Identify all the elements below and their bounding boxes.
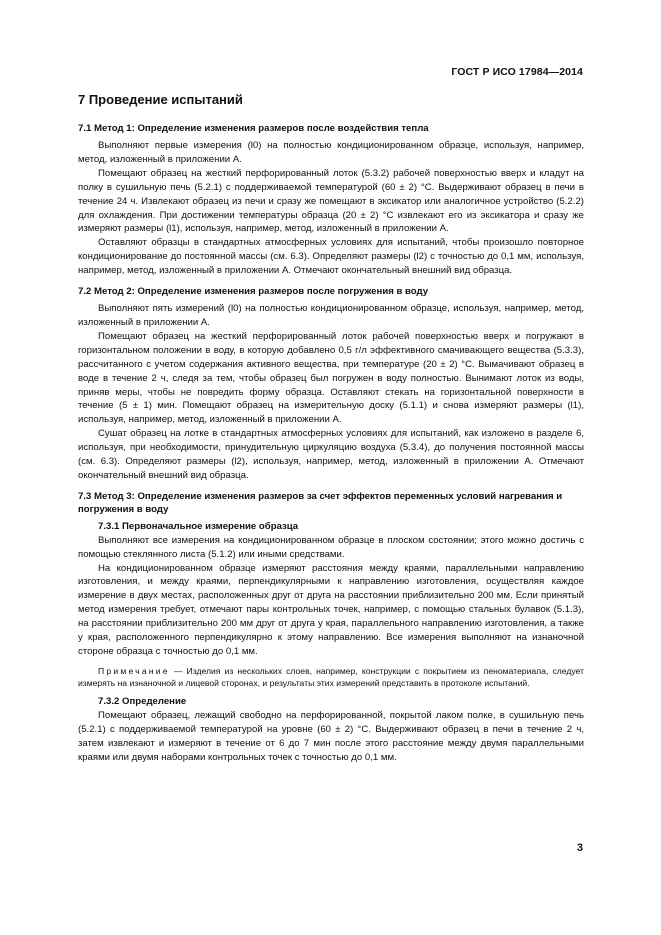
paragraph: Оставляют образцы в стандартных атмосферных условиях для испытаний, чтобы произошло повторное кондиционирование до постоянной массы (см. 6.3). Определяют размеры (l2) с точностью до 0,1 мм, используя, например, метод, изложенный в приложении А. Отмечают окончательный внешний вид образца. xyxy=(78,237,584,277)
paragraph: Выполняют первые измерения (l0) на полностью кондиционированном образце, используя, например, метод, изложенный в приложении А. xyxy=(78,140,584,165)
section-7-1 xyxy=(78,122,584,278)
section-7-1-heading: 7.1 Метод 1: Определение изменения размеров после воздействия тепла xyxy=(78,123,429,134)
paragraph: Помещают образец на жесткий перфорированный лоток (5.3.2) рабочей поверхностью вверх и кладут на полку в сушильную печь (5.2.1) с поддерживаемой температурой (60 ± 2) °С. Выдерживают образец в печи в течение 24 ч. Извлекают образец из печи и сразу же помещают в эксикатор или аналогичное устройство (5.2.2) для охлаждения. При достижении температуры образца (20 ± 2) °С извлекают его из эксикатора и сразу же измеряют размеры (l1), используя, например, метод, изложенный в приложении А. xyxy=(78,167,584,235)
paragraph: Выполняют пять измерений (l0) на полностью кондиционированном образце, используя, например, метод, изложенный в приложении А. xyxy=(78,303,584,328)
paragraph: Выполняют все измерения на кондиционированном образце в плоском состоянии; этого можно достичь с помощью стеклянного листа (5.1.2) или иными средствами. xyxy=(78,534,584,560)
paragraph: Помещают образец, лежащий свободно на перфорированной, покрытой лаком полке, в сушильную печь (5.2.1) с поддерживаемой температурой на уровне (60 ± 2) °С. Выдерживают образец в печи в течение 2 ч, затем извлекают и измеряют в течение от 6 до 7 мин после этого расстояние между двумя параллельными краями или двумя наборами контрольных точек с точностью до 0,1 мм. xyxy=(78,709,584,763)
subsection-7-3-1-heading: 7.3.1 Первоначальное измерение образца xyxy=(98,520,299,532)
section-title: 7 Проведение испытаний xyxy=(78,92,243,107)
note-label: Примечание xyxy=(98,665,170,676)
note xyxy=(78,665,584,689)
page-content xyxy=(78,92,584,771)
section-7-2 xyxy=(78,285,584,483)
note-text: — Изделия из нескольких слоев, например, конструкции с покрытием из пеноматериала, следует измерять на изнаночной и лицевой сторонах, и результаты этих измерений представить в протоколе испытаний. xyxy=(78,665,584,688)
document-header: ГОСТ Р ИСО 17984—2014 xyxy=(451,66,583,78)
page-number: 3 xyxy=(576,842,583,854)
subsection-7-3-2-heading: 7.3.2 Определение xyxy=(98,695,187,707)
section-7-3 xyxy=(78,490,584,765)
paragraph: На кондиционированном образце измеряют расстояния между краями, параллельными направлению изготовления, и между краями, перпендикулярными к направлению изготовления, осуществляя каждое измерение в двух местах, расположенных друг от друга на расстоянии приблизительно 200 мм. Если принятый метод измерения требует, отмечают пары контрольных точек, например, с помощью стальных булавок (5.1.3), на расстоянии приблизительно 200 мм друг от друга у края, параллельного направлению изготовления, а также у края, расположенного перпендикулярно к этому направлению. Все измерения выполняют на изнаночной стороне образца с точностью до 0,1 мм. xyxy=(78,562,584,657)
section-7-3-heading: 7.3 Метод 3: Определение изменения размеров за счет эффектов переменных условий нагревания и погружения в воду xyxy=(78,490,563,515)
section-7-2-heading: 7.2 Метод 2: Определение изменения размеров после погружения в воду xyxy=(78,286,429,298)
paragraph: Помещают образец на жесткий перфорированный лоток рабочей поверхностью вверх и погружают в горизонтальном положении в воду, в которую добавлено 0,5 г/л эффективного смачивающего вещества (5.3.3), рассчитанного с учетом содержания активного вещества, при температуре (20 ± 2) °С. Вымачивают образец в воде в течение 2 ч, следя за тем, чтобы образец был погружен в воду полностью. Вынимают лоток из воды, приняв меры, чтобы не повредить форму образца. Оставляют стекать на горизонтальной поверхности в течение (5 ± 1) мин. Помещают образец на измерительную доску (5.1.1) и снова измеряют размеры (l1), используя, например, метод, изложенный в приложении А. xyxy=(78,330,584,426)
paragraph: Сушат образец на лотке в стандартных атмосферных условиях для испытаний, как изложено в разделе 6, используя, при необходимости, принудительную циркуляцию воздуха (5.3.4), до получения постоянной массы (см. 6.3). Определяют размеры (l2), используя, например, метод, изложенный в приложении А. Отмечают окончательный внешний вид образца. xyxy=(78,428,584,481)
